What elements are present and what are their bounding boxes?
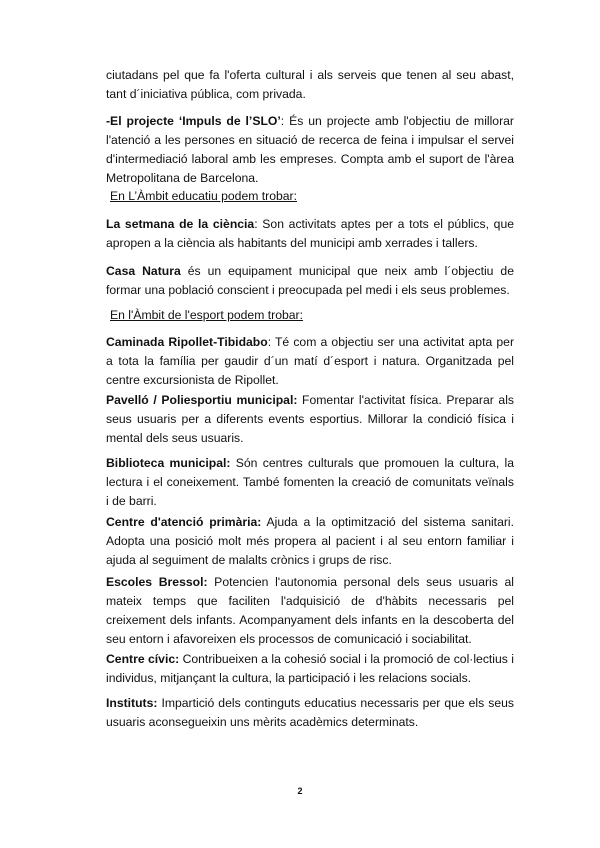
paragraph-caminada xyxy=(106,333,514,390)
paragraph-cultural-offer xyxy=(106,66,514,104)
paragraph-pavello xyxy=(106,391,514,448)
paragraph-cap xyxy=(106,513,514,570)
paragraph-impuls-slo xyxy=(106,112,514,188)
paragraph-term: Centre d'atenció primària: xyxy=(106,515,262,529)
paragraph-text: és un equipament municipal que neix amb l´objectiu de formar una població conscient i preocupada pel medi i els seus problemes. xyxy=(106,264,514,297)
paragraph-term: Casa Natura xyxy=(106,264,181,278)
paragraph-term: Caminada Ripollet-Tibidabo xyxy=(106,335,268,349)
paragraph-centre-civic xyxy=(106,650,514,688)
paragraph-term: Instituts: xyxy=(106,696,158,710)
paragraph-text: : Son activitats aptes per a tots el públics, que apropen a la ciència als habitants del municipi amb xerrades i tallers. xyxy=(106,217,514,250)
paragraph-instituts xyxy=(106,694,514,732)
paragraph-text: ciutadans pel que fa l'oferta cultural i als serveis que tenen al seu abast, tant d´iniciativa pública, com privada. xyxy=(106,68,514,101)
paragraph-text: : Té com a objectiu ser una activitat apta per a tota la família per gaudir d´un matí d´esport i natura. Organitzada pel centre excursionista de Ripollet. xyxy=(106,335,514,387)
paragraph-setmana-ciencia xyxy=(106,215,514,253)
paragraph-term: -El projecte ‘Impuls de l’SLO’ xyxy=(106,114,281,128)
section-heading-sport: En l'Àmbit de l'esport podem trobar: xyxy=(110,308,303,322)
section-heading-education: En L’Àmbit educatiu podem trobar: xyxy=(110,189,297,203)
paragraph-term: Escoles Bressol: xyxy=(106,575,208,589)
paragraph-text: Són centres culturals que promouen la cultura, la lectura i el coneixement. També fomenten la creació de comunitats veïnals i de barri. xyxy=(106,456,514,508)
paragraph-biblioteca xyxy=(106,454,514,511)
paragraph-text: Impartició dels continguts educatius necessaris per que els seus usuaris aconsegueixin uns mèrits acadèmics determinats. xyxy=(106,696,514,729)
paragraph-text: Fomentar l'activitat física. Preparar als seus usuaris per a diferents events esportius. Millorar la condició física i mental dels seus usuaris. xyxy=(106,393,515,445)
paragraph-term: Centre cívic: xyxy=(106,652,180,666)
paragraph-text: Potencien l'autonomia personal dels seus usuaris al mateix temps que faciliten l'adquisició de d'hàbits necessaris pel creixement dels infants. Acompanyament dels infants en la descoberta del seu entorn i afavoreixen els processos de comunicació i sociabilitat. xyxy=(106,575,514,646)
paragraph-term: Pavelló / Poliesportiu municipal: xyxy=(106,393,298,407)
paragraph-text: Contribueixen a la cohesió social i la promoció de col·lectius i individus, mitjançant la cultura, la participació i les relacions socials. xyxy=(106,652,514,685)
paragraph-text: : És un projecte amb l'objectiu de millorar l'atenció a les persones en situació de recerca de feina i impulsar el servei d'intermediació laboral amb les empreses. Compta amb el suport de l'àrea Metropolitana de Barcelona. xyxy=(106,114,514,185)
page-number: 2 xyxy=(297,786,303,796)
paragraph-term: La setmana de la ciència xyxy=(106,217,255,231)
paragraph-escoles-bressol xyxy=(106,573,514,649)
paragraph-text: Ajuda a la optimització del sistema sanitari. Adopta una posició molt més propera al pacient i al seu entorn familiar i ajuda al seguiment de malalts crònics i grups de risc. xyxy=(106,515,514,567)
paragraph-term: Biblioteca municipal: xyxy=(106,456,231,470)
paragraph-casa-natura xyxy=(106,262,514,300)
